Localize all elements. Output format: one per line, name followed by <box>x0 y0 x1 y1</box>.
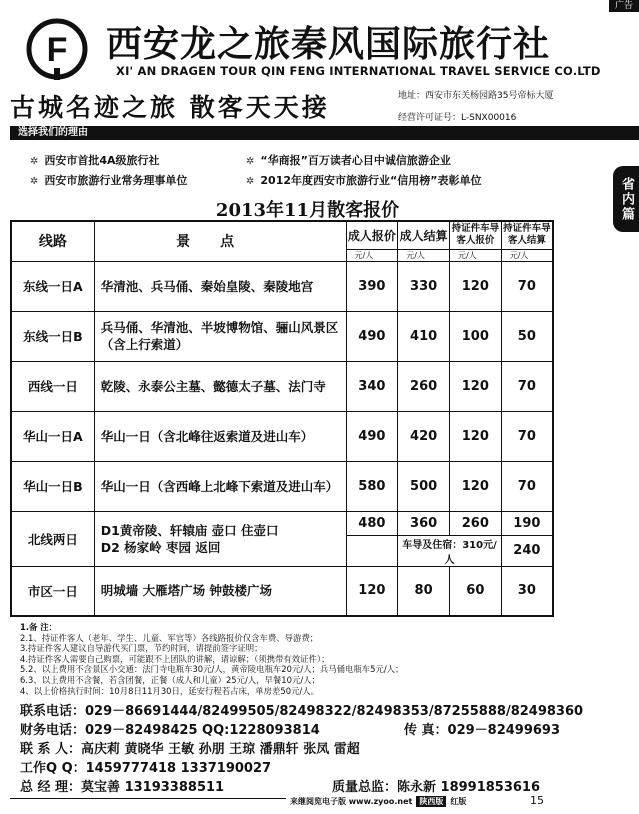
price-cell: 70 <box>501 411 553 461</box>
notes <box>20 622 403 696</box>
contact-line <box>20 702 583 721</box>
price-cell: 480 <box>346 511 398 535</box>
spots-cell: 兵马俑、华清池、半坡博物馆、骊山风景区（含上行索道） <box>94 311 346 361</box>
route-cell: 市区一日 <box>11 566 94 616</box>
price-cell: 360 <box>398 511 450 535</box>
footer <box>0 796 639 812</box>
spots-cell: 乾陵、永泰公主墓、懿德太子墓、法门寺 <box>94 361 346 411</box>
company-logo-icon <box>22 18 92 80</box>
price-cell: 100 <box>449 311 501 361</box>
note-line: 6.3、以上费用不含餐，若含团餐，正餐（成人和儿童）25元/人，早餐10元/人； <box>20 674 320 685</box>
route-cell: 北线两日 <box>11 511 94 566</box>
unit-label: 元/人 <box>449 249 501 261</box>
star-icon: ✲ <box>246 156 255 167</box>
price-cell: 330 <box>398 261 450 311</box>
price-cell: 420 <box>398 411 450 461</box>
unit-label: 元/人 <box>501 249 553 261</box>
price-cell: 60 <box>449 566 501 616</box>
spots-cell: 华山一日（含北峰往返索道及进山车） <box>94 411 346 461</box>
unit-label: 元/人 <box>346 249 398 261</box>
star-icon: ✲ <box>30 156 39 167</box>
fax-number: 传 真：029－82499693 <box>404 723 561 738</box>
section-tab: 省内篇 <box>613 166 639 232</box>
route-cell: 华山一日A <box>11 411 94 461</box>
finance-phone: 财务电话：029－82498425 QQ:1228093814 <box>20 723 320 738</box>
sales-phone: 联系电话：029－86691444/82499505/82498322/82498353/87255888/82498360 <box>20 704 584 719</box>
table-row <box>11 311 553 361</box>
price-cell: 410 <box>398 311 450 361</box>
header-cert-quote: 持证件车导客人报价 <box>449 221 501 249</box>
company-title-english: XI' AN DRAGEN TOUR QIN FENG INTERNATIONAL TRAVEL SERVICE CO.LTD <box>116 64 601 78</box>
price-cell: 120 <box>346 566 398 616</box>
price-title: 2013年11月散客报价 <box>215 200 400 221</box>
table-row <box>11 361 553 411</box>
company-title: 西安龙之旅秦风国际旅行社 <box>106 24 551 65</box>
spots-day2: D2 杨家岭 枣园 返回 <box>100 539 221 555</box>
star-icon: ✲ <box>246 176 255 187</box>
header-adult-quote: 成人报价 <box>346 221 398 249</box>
contacts <box>20 702 583 797</box>
table-header-row <box>11 221 553 249</box>
price-cell: 580 <box>346 461 398 511</box>
spots-day1: D1黄帝陵、轩辕庙 壶口 住壶口 <box>100 522 279 538</box>
note-line: 4、以上价格执行时间：10月8日11月30日，延安行程若占床，单房差50元/人。 <box>20 685 319 696</box>
table-row <box>11 511 553 535</box>
general-manager: 总 经 理：莫宝善 13193388511 <box>20 780 225 795</box>
contact-people: 联 系 人：高庆莉 黄晓华 王敏 孙朋 王琼 潘鼎轩 张凤 雷超 <box>20 742 360 757</box>
route-cell: 西线一日 <box>11 361 94 411</box>
feature-item: ✲ 西安市旅游行业常务理事单位 <box>30 174 188 187</box>
price-cell: 80 <box>398 566 450 616</box>
svg-text:F: F <box>46 31 68 69</box>
price-cell: 240 <box>501 535 553 566</box>
edition-box: 陕西版 <box>416 796 446 807</box>
header-route: 线路 <box>11 221 94 261</box>
license-number: 经营许可证号：L-SNX00016 <box>398 113 517 123</box>
contact-line <box>20 721 583 740</box>
price-cell: 70 <box>501 261 553 311</box>
table-row <box>11 261 553 311</box>
price-table <box>10 220 554 617</box>
accommodation-note: 车导及住宿：310元/人 <box>398 535 501 566</box>
route-cell: 华山一日B <box>11 461 94 511</box>
unit-label: 元/人 <box>398 249 450 261</box>
price-cell: 190 <box>501 511 553 535</box>
quality-director: 质量总监：陈永新 18991853616 <box>332 780 541 795</box>
price-cell: 70 <box>501 461 553 511</box>
blank-cell <box>346 535 398 566</box>
route-cell: 东线一日B <box>11 311 94 361</box>
address: 地址：西安市东关杨园路35号帝标大厦 <box>398 91 554 101</box>
reason-bar: 选择我们的理由 <box>10 126 639 140</box>
note-line: 1.备 注： <box>20 622 58 632</box>
price-cell: 500 <box>398 461 450 511</box>
price-cell: 120 <box>449 461 501 511</box>
table-row <box>11 411 553 461</box>
footer-rule <box>10 798 286 799</box>
ad-tag: 广告 <box>609 0 639 12</box>
page-number: 15 <box>530 794 544 807</box>
price-cell: 120 <box>449 411 501 461</box>
table-row <box>11 566 553 616</box>
contact-line <box>20 778 583 797</box>
note-line: 2.1、持证件客人（老年、学生、儿童、军官等）各线路报价仅含车费、导游费； <box>20 632 319 643</box>
work-qq: 工作Q Q：1459777418 1337190027 <box>20 761 272 776</box>
feature-item: ✲ 西安市首批4A级旅行社 <box>30 154 160 167</box>
price-cell: 120 <box>449 361 501 411</box>
note-line: 5.2、以上费用不含景区小交通：法门寺电瓶车30元/人，黄帝陵电瓶车20元/人；兵马俑电瓶车5元/人； <box>20 664 404 675</box>
header-adult-settle: 成人结算 <box>398 221 450 249</box>
route-cell: 东线一日A <box>11 261 94 311</box>
slogan: 古城名迹之旅 散客天天接 <box>10 93 330 122</box>
table-row <box>11 461 553 511</box>
header-spots: 景点 <box>94 221 346 261</box>
spots-cell: 华山一日（含西峰上北峰下索道及进山车） <box>94 461 346 511</box>
spots-cell: 华清池、兵马俑、秦始皇陵、秦陵地宫 <box>94 261 346 311</box>
feature-item: ✲ 2012年度西安市旅游行业“信用榜”表彰单位 <box>246 174 482 187</box>
price-cell: 70 <box>501 361 553 411</box>
note-line: 3.持证件客人建议自导游代买门票，节约时间，请提前签字证明； <box>20 643 263 654</box>
price-cell: 490 <box>346 411 398 461</box>
header <box>10 14 630 84</box>
note-line: 4.持证件客人需要自己购票，可能跟不上团队的讲解，请谅解；（须携带有效证件）； <box>20 653 330 664</box>
price-cell: 390 <box>346 261 398 311</box>
edition-label: 红版 <box>450 797 467 806</box>
contact-line <box>20 759 583 778</box>
spots-cell: 明城墙 大雁塔广场 钟鼓楼广场 <box>94 566 346 616</box>
price-cell: 260 <box>449 511 501 535</box>
price-cell: 490 <box>346 311 398 361</box>
footer-text: 来继阅览电子版 www.zyoo.net 陕西版 红版 <box>290 797 467 806</box>
feature-item: ✲ “华商报”百万读者心目中诚信旅游企业 <box>246 154 451 167</box>
header-cert-settle: 持证件车导客人结算 <box>501 221 553 249</box>
price-cell: 340 <box>346 361 398 411</box>
price-cell: 30 <box>501 566 553 616</box>
price-cell: 50 <box>501 311 553 361</box>
star-icon: ✲ <box>30 176 39 187</box>
price-cell: 120 <box>449 261 501 311</box>
price-cell: 260 <box>398 361 450 411</box>
spots-cell <box>94 511 346 566</box>
contact-line <box>20 740 583 759</box>
